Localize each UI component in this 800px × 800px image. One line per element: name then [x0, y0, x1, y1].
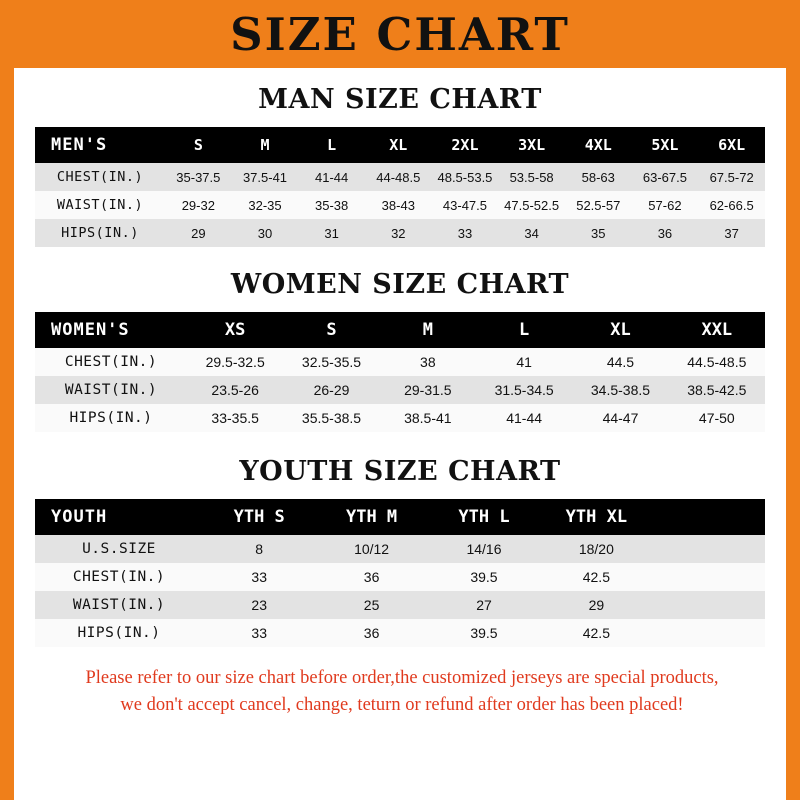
row-label: WAIST(IN.) — [35, 191, 165, 219]
row-label: CHEST(IN.) — [35, 563, 203, 591]
table-header-cell: XXL — [669, 312, 765, 348]
table-header-cell: XL — [572, 312, 668, 348]
table-cell: 52.5-57 — [565, 191, 632, 219]
table-cell: 62-66.5 — [698, 191, 765, 219]
table-cell: 38-43 — [365, 191, 432, 219]
table-cell: 41-44 — [476, 404, 572, 432]
table-cell: 34.5-38.5 — [572, 376, 668, 404]
page-title: SIZE CHART — [230, 7, 570, 61]
content — [14, 84, 786, 719]
table-cell: 29.5-32.5 — [187, 348, 283, 376]
banner — [0, 0, 800, 68]
table-cell — [653, 591, 765, 619]
table-cell: 32 — [365, 219, 432, 247]
table-cell: 44.5-48.5 — [669, 348, 765, 376]
table-header-cell: WOMEN'S — [35, 312, 187, 348]
table-cell: 44-48.5 — [365, 163, 432, 191]
table-cell: 25 — [315, 591, 427, 619]
men-size-table — [35, 127, 765, 247]
table-cell: 33 — [203, 563, 315, 591]
table-cell: 23.5-26 — [187, 376, 283, 404]
table-cell: 26-29 — [283, 376, 379, 404]
table-header-cell: M — [380, 312, 476, 348]
table-cell: 10/12 — [315, 535, 427, 563]
table-cell — [653, 535, 765, 563]
table-cell: 29 — [540, 591, 652, 619]
table-header-cell: YOUTH — [35, 499, 203, 535]
table-cell: 57-62 — [632, 191, 699, 219]
table-cell: 42.5 — [540, 563, 652, 591]
table-header-row — [35, 312, 765, 348]
table-cell: 42.5 — [540, 619, 652, 647]
table-row — [35, 619, 765, 647]
youth-section-title: YOUTH SIZE CHART — [239, 456, 561, 487]
table-cell — [653, 563, 765, 591]
table-cell: 33-35.5 — [187, 404, 283, 432]
table-row — [35, 535, 765, 563]
table-row — [35, 404, 765, 432]
table-cell: 32-35 — [232, 191, 299, 219]
table-cell: 41-44 — [298, 163, 365, 191]
table-row — [35, 591, 765, 619]
row-label: WAIST(IN.) — [35, 376, 187, 404]
table-cell: 38 — [380, 348, 476, 376]
order-policy-notice — [28, 665, 776, 719]
table-cell: 29 — [165, 219, 232, 247]
table-header-cell: YTH M — [315, 499, 427, 535]
table-header-cell: 5XL — [632, 127, 699, 163]
table-cell: 38.5-42.5 — [669, 376, 765, 404]
table-cell: 53.5-58 — [498, 163, 565, 191]
table-row — [35, 348, 765, 376]
table-row — [35, 563, 765, 591]
table-cell: 67.5-72 — [698, 163, 765, 191]
table-cell: 38.5-41 — [380, 404, 476, 432]
table-cell: 36 — [315, 619, 427, 647]
table-cell: 29-31.5 — [380, 376, 476, 404]
table-header-row — [35, 127, 765, 163]
table-header-cell: 4XL — [565, 127, 632, 163]
row-label: CHEST(IN.) — [35, 348, 187, 376]
table-cell: 39.5 — [428, 619, 540, 647]
table-header-cell: S — [165, 127, 232, 163]
table-cell: 32.5-35.5 — [283, 348, 379, 376]
youth-size-table — [35, 499, 765, 647]
table-cell: 41 — [476, 348, 572, 376]
table-cell: 48.5-53.5 — [432, 163, 499, 191]
table-header-row — [35, 499, 765, 535]
table-cell: 37 — [698, 219, 765, 247]
table-cell: 35-37.5 — [165, 163, 232, 191]
women-size-table — [35, 312, 765, 432]
table-header-cell: 2XL — [432, 127, 499, 163]
row-label: HIPS(IN.) — [35, 404, 187, 432]
table-row — [35, 219, 765, 247]
table-cell: 34 — [498, 219, 565, 247]
table-header-cell: YTH XL — [540, 499, 652, 535]
table-cell — [653, 619, 765, 647]
table-cell: 63-67.5 — [632, 163, 699, 191]
table-cell: 8 — [203, 535, 315, 563]
notice-line-2: we don't accept cancel, change, teturn or refund after order has been placed! — [120, 694, 684, 715]
table-header-cell: YTH L — [428, 499, 540, 535]
row-label: CHEST(IN.) — [35, 163, 165, 191]
table-header-cell: M — [232, 127, 299, 163]
table-header-cell: YTH S — [203, 499, 315, 535]
table-cell: 44.5 — [572, 348, 668, 376]
table-row — [35, 191, 765, 219]
table-header-cell: L — [298, 127, 365, 163]
table-cell: 36 — [632, 219, 699, 247]
table-header-cell: XS — [187, 312, 283, 348]
table-row — [35, 163, 765, 191]
table-header-cell: 6XL — [698, 127, 765, 163]
table-cell: 44-47 — [572, 404, 668, 432]
table-cell: 29-32 — [165, 191, 232, 219]
table-row — [35, 376, 765, 404]
table-cell: 27 — [428, 591, 540, 619]
table-cell: 33 — [203, 619, 315, 647]
table-cell: 31.5-34.5 — [476, 376, 572, 404]
table-cell: 31 — [298, 219, 365, 247]
table-cell: 23 — [203, 591, 315, 619]
table-header-cell: 3XL — [498, 127, 565, 163]
table-cell: 30 — [232, 219, 299, 247]
table-header-cell: L — [476, 312, 572, 348]
table-cell: 36 — [315, 563, 427, 591]
row-label: WAIST(IN.) — [35, 591, 203, 619]
table-cell: 35.5-38.5 — [283, 404, 379, 432]
notice-line-1: Please refer to our size chart before order,the customized jerseys are special products, — [85, 668, 719, 688]
table-cell: 14/16 — [428, 535, 540, 563]
row-label: U.S.SIZE — [35, 535, 203, 563]
table-header-cell: XL — [365, 127, 432, 163]
table-cell: 35 — [565, 219, 632, 247]
table-cell: 58-63 — [565, 163, 632, 191]
row-label: HIPS(IN.) — [35, 619, 203, 647]
table-cell: 47.5-52.5 — [498, 191, 565, 219]
women-section-title: WOMEN SIZE CHART — [230, 269, 570, 300]
table-cell: 37.5-41 — [232, 163, 299, 191]
men-section-title: MAN SIZE CHART — [258, 84, 542, 115]
table-cell: 39.5 — [428, 563, 540, 591]
table-cell: 18/20 — [540, 535, 652, 563]
table-cell: 33 — [432, 219, 499, 247]
table-header-cell: S — [283, 312, 379, 348]
table-header-cell: MEN'S — [35, 127, 165, 163]
table-cell: 43-47.5 — [432, 191, 499, 219]
row-label: HIPS(IN.) — [35, 219, 165, 247]
table-cell: 35-38 — [298, 191, 365, 219]
table-header-cell — [653, 499, 765, 535]
table-cell: 47-50 — [669, 404, 765, 432]
